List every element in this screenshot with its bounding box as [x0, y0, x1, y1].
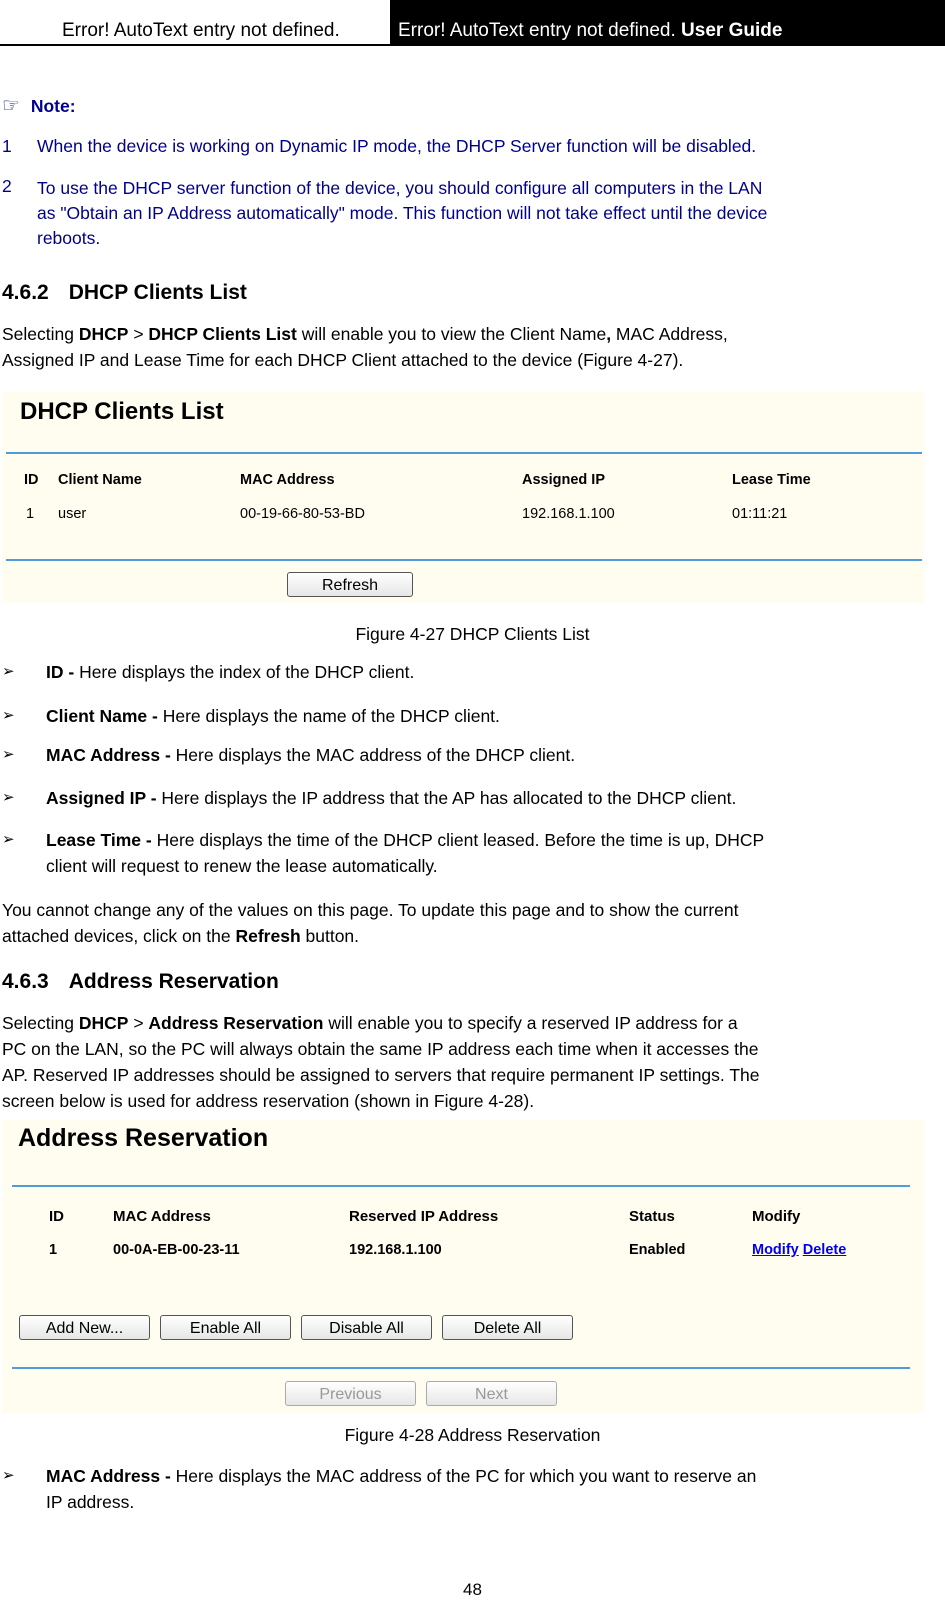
col-header-lease-time: Lease Time	[732, 472, 811, 488]
note-item-2-text	[37, 176, 924, 251]
refresh-paragraph	[2, 897, 924, 949]
enable-all-button[interactable]: Enable All	[160, 1315, 291, 1340]
note-label: Note:	[30, 96, 76, 116]
bullet-item: MAC Address - Here displays the MAC address of the DHCP client.	[46, 745, 576, 765]
col-header-status: Status	[629, 1208, 675, 1225]
divider	[6, 452, 922, 454]
note-item-2-line3: reboots.	[37, 228, 101, 248]
bullet-arrow-icon: ➢	[2, 663, 15, 680]
note-item-1-num: 1	[2, 136, 12, 156]
cell-status: Enabled	[629, 1242, 686, 1258]
pointing-hand-icon: ☞	[2, 95, 20, 117]
header-right-bold: User Guide	[681, 20, 783, 41]
header-right-prefix: Error! AutoText entry not defined.	[398, 20, 676, 41]
section-heading-462	[2, 281, 247, 305]
modify-link[interactable]: Modify	[752, 1242, 799, 1258]
header-right	[390, 0, 945, 46]
next-button[interactable]: Next	[426, 1381, 557, 1406]
refresh-paragraph-line1: You cannot change any of the values on this page. To update this page and to show the current	[2, 900, 739, 920]
divider	[12, 1367, 910, 1369]
bullet-arrow-icon: ➢	[2, 789, 15, 806]
previous-button[interactable]: Previous	[285, 1381, 416, 1406]
paragraph-463-line3: AP. Reserved IP addresses should be assigned to servers that require permanent IP settings. The	[2, 1065, 760, 1085]
col-header-client-name: Client Name	[58, 472, 142, 488]
figure-caption-4-28: Figure 4-28 Address Reservation	[344, 1425, 601, 1445]
add-new-button[interactable]: Add New...	[19, 1315, 150, 1340]
bullet-item: Lease Time - Here displays the time of the DHCP client leased. Before the time is up, DHCP client will request to renew the lease automatically.	[46, 830, 765, 876]
page-number: 48	[463, 1580, 482, 1599]
heading-text: DHCP Clients List	[68, 281, 247, 304]
figure-title: Address Reservation	[18, 1124, 269, 1152]
header-left	[0, 0, 390, 46]
cell-client-name: user	[58, 506, 87, 522]
note-item-2-line1: To use the DHCP server function of the device, you should configure all computers in the LAN	[37, 178, 763, 198]
cell-modify-actions	[752, 1242, 846, 1258]
refresh-button[interactable]: Refresh	[287, 572, 413, 597]
heading-number: 4.6.3	[2, 970, 49, 993]
figure-address-reservation	[2, 1120, 924, 1413]
bullet-arrow-icon: ➢	[2, 707, 15, 724]
disable-all-button[interactable]: Disable All	[301, 1315, 432, 1340]
cell-lease-time: 01:11:21	[732, 506, 788, 522]
cell-reserved-ip: 192.168.1.100	[349, 1242, 442, 1258]
section-heading-463	[2, 970, 279, 994]
cell-id: 1	[26, 506, 35, 522]
heading-number: 4.6.2	[2, 281, 49, 304]
bullet-item: MAC Address - Here displays the MAC address of the PC for which you want to reserve an IP address.	[46, 1466, 757, 1512]
figure-caption-4-27: Figure 4-27 DHCP Clients List	[355, 624, 590, 644]
bullet-arrow-icon: ➢	[2, 831, 15, 848]
delete-all-button[interactable]: Delete All	[442, 1315, 573, 1340]
divider	[6, 559, 922, 561]
bullet-item: ID - Here displays the index of the DHCP client.	[46, 662, 415, 682]
col-header-mac-address: MAC Address	[113, 1208, 211, 1225]
paragraph-462	[2, 321, 924, 373]
note-item-2-line2: as "Obtain an IP Address automatically" mode. This function will not take effect until the device	[37, 203, 768, 223]
cell-mac-address: 00-0A-EB-00-23-11	[113, 1242, 240, 1258]
paragraph-463-line2: PC on the LAN, so the PC will always obtain the same IP address each time when it accesses the	[2, 1039, 759, 1059]
paragraph-463-line4: screen below is used for address reservation (shown in Figure 4-28).	[2, 1091, 535, 1111]
bullet-arrow-icon: ➢	[2, 1467, 15, 1484]
note-block	[2, 93, 76, 118]
paragraph-462-line1: Selecting DHCP > DHCP Clients List will enable you to view the Client Name, MAC Address,	[2, 324, 728, 344]
note-item-2-num: 2	[2, 176, 12, 196]
col-header-mac-address: MAC Address	[240, 472, 335, 488]
col-header-reserved-ip: Reserved IP Address	[349, 1208, 499, 1225]
note-item-1-text: When the device is working on Dynamic IP mode, the DHCP Server function will be disabled.	[37, 136, 757, 156]
col-header-id: ID	[49, 1208, 64, 1225]
paragraph-463	[2, 1010, 924, 1114]
cell-id: 1	[49, 1242, 58, 1258]
col-header-modify: Modify	[752, 1208, 801, 1225]
heading-text: Address Reservation	[68, 970, 279, 993]
refresh-paragraph-line2: attached devices, click on the Refresh button.	[2, 926, 360, 946]
header-right-text	[398, 20, 782, 42]
col-header-assigned-ip: Assigned IP	[522, 472, 605, 488]
cell-mac-address: 00-19-66-80-53-BD	[240, 506, 365, 522]
paragraph-463-line1: Selecting DHCP > Address Reservation will enable you to specify a reserved IP address for a	[2, 1013, 738, 1033]
delete-link[interactable]: Delete	[802, 1242, 847, 1258]
divider	[12, 1185, 910, 1187]
figure-dhcp-clients-list	[2, 392, 924, 603]
header-left-text: Error! AutoText entry not defined.	[62, 20, 340, 41]
cell-assigned-ip: 192.168.1.100	[522, 506, 615, 522]
figure-title: DHCP Clients List	[20, 398, 224, 425]
bullet-arrow-icon: ➢	[2, 746, 15, 763]
bullet-item: Assigned IP - Here displays the IP address that the AP has allocated to the DHCP client.	[46, 788, 737, 808]
bullet-item: Client Name - Here displays the name of the DHCP client.	[46, 706, 500, 726]
paragraph-462-line2: Assigned IP and Lease Time for each DHCP Client attached to the device (Figure 4-27).	[2, 350, 684, 370]
col-header-id: ID	[24, 472, 39, 488]
